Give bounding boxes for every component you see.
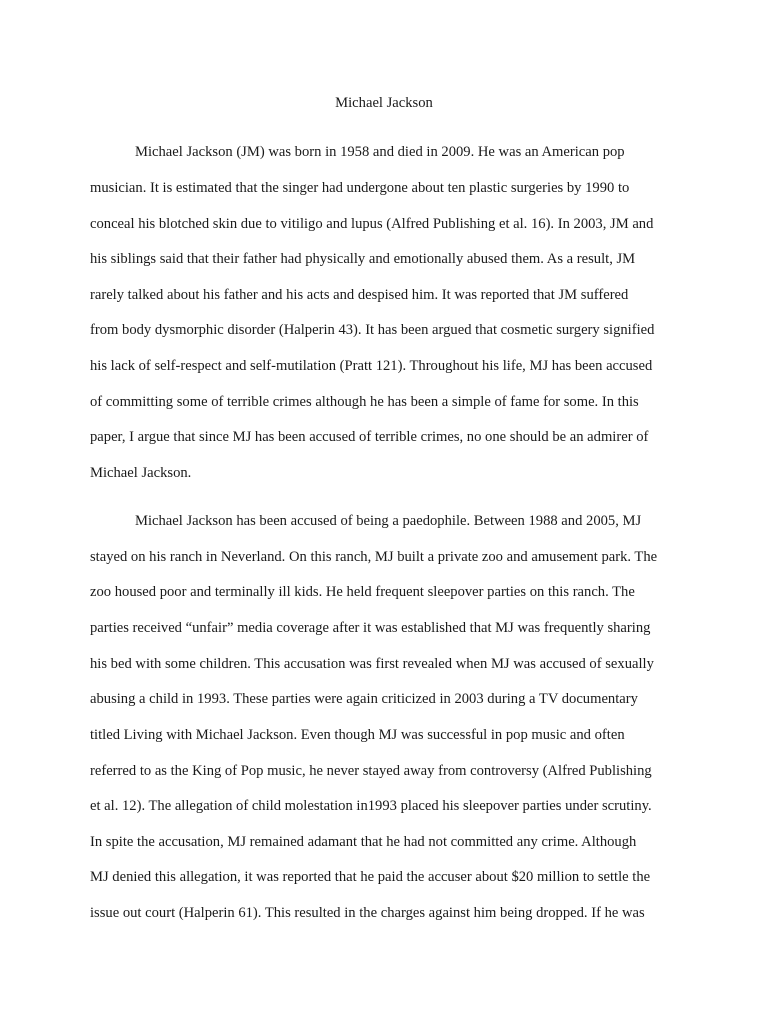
- paragraph-line: paper, I argue that since MJ has been accused of terrible crimes, no one should be an admirer of: [90, 429, 649, 445]
- document-title: Michael Jackson: [335, 95, 433, 111]
- paragraph-line: rarely talked about his father and his acts and despised him. It was reported that JM suffered: [90, 287, 629, 303]
- paragraph-line: stayed on his ranch in Neverland. On this ranch, MJ built a private zoo and amusement park. The: [90, 549, 658, 565]
- paragraph-line: Michael Jackson has been accused of being a paedophile. Between 1988 and 2005, MJ: [135, 513, 642, 529]
- paragraph-line: his lack of self-respect and self-mutilation (Pratt 121). Throughout his life, MJ has been accused: [90, 358, 653, 374]
- paragraph-line: issue out court (Halperin 61). This resulted in the charges against him being dropped. If he was: [90, 905, 645, 921]
- paragraph-line: of committing some of terrible crimes although he has been a simple of fame for some. In this: [90, 394, 639, 410]
- paragraph-line: MJ denied this allegation, it was reported that he paid the accuser about $20 million to settle the: [90, 869, 651, 885]
- paragraph-line: abusing a child in 1993. These parties were again criticized in 2003 during a TV documentary: [90, 691, 638, 707]
- paragraph-line: et al. 12). The allegation of child molestation in1993 placed his sleepover parties under scrutiny.: [90, 798, 652, 814]
- paragraph-line: Michael Jackson (JM) was born in 1958 and died in 2009. He was an American pop: [135, 144, 625, 160]
- paragraph-line: musician. It is estimated that the singer had undergone about ten plastic surgeries by 1990 to: [90, 180, 630, 196]
- paragraph-line: conceal his blotched skin due to vitiligo and lupus (Alfred Publishing et al. 16). In 2003, JM and: [90, 216, 654, 232]
- paragraph-line: titled Living with Michael Jackson. Even though MJ was successful in pop music and often: [90, 727, 625, 743]
- paragraph-line: In spite the accusation, MJ remained adamant that he had not committed any crime. Although: [90, 834, 637, 850]
- paragraph-line: his bed with some children. This accusation was first revealed when MJ was accused of sexually: [90, 656, 654, 672]
- paragraph-line: referred to as the King of Pop music, he never stayed away from controversy (Alfred Publishing: [90, 763, 652, 779]
- paragraph-line: Michael Jackson.: [90, 465, 192, 481]
- paragraph-line: from body dysmorphic disorder (Halperin 43). It has been argued that cosmetic surgery signified: [90, 322, 655, 338]
- paragraph-line: zoo housed poor and terminally ill kids. He held frequent sleepover parties on this ranch. The: [90, 584, 635, 600]
- paragraph-line: parties received “unfair” media coverage after it was established that MJ was frequently sharing: [90, 620, 651, 636]
- paragraph-line: his siblings said that their father had physically and emotionally abused them. As a result, JM: [90, 251, 636, 267]
